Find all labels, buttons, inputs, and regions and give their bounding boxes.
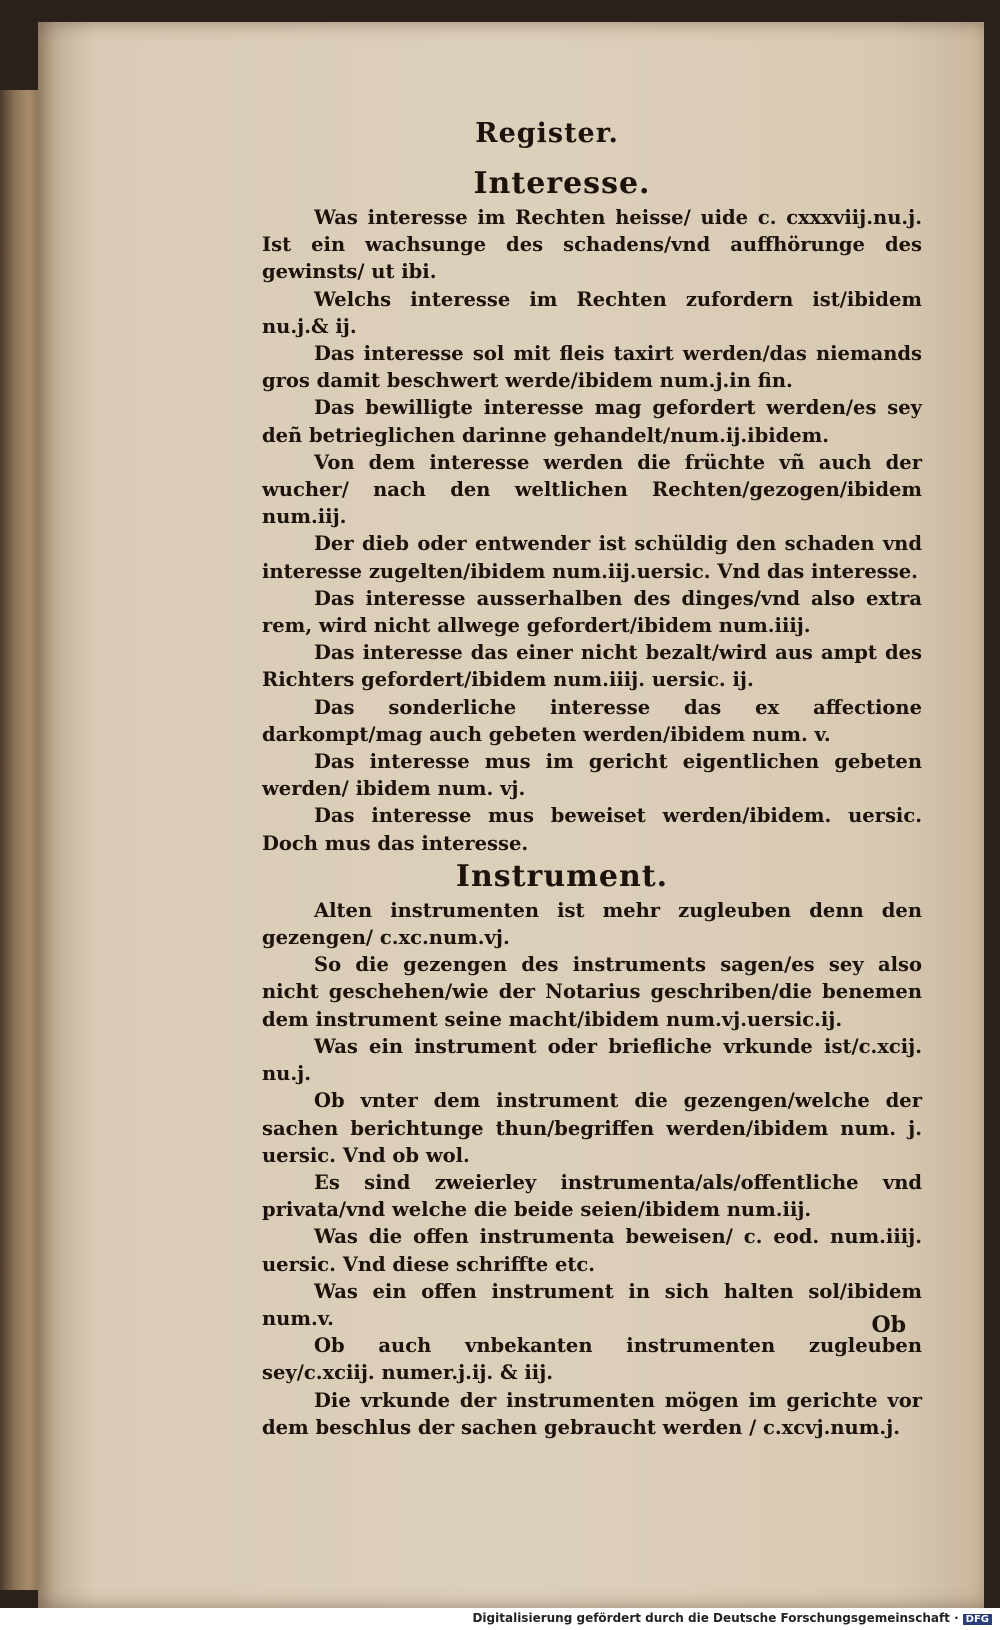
credit-text: Digitalisierung gefördert durch die Deutsche Forschungsgemeinschaft · xyxy=(472,1611,959,1625)
index-entry: Das interesse mus beweiset werden/ibidem. uersic. Doch mus das interesse. xyxy=(262,804,922,855)
index-entry: Das bewilligte interesse mag gefordert werden/es sey deñ betrieglichen darinne gehandelt/num.ij.ibidem. xyxy=(262,396,922,447)
index-entry: Die vrkunde der instrumenten mögen im gerichte vor dem beschlus der sachen gebraucht werden / c.xcvj.num.j. xyxy=(262,1388,922,1439)
index-entry: Das sonderliche interesse das ex affectione darkompt/mag auch gebeten werden/ibidem num. v. xyxy=(262,695,922,746)
section-heading-instrument: Instrument. xyxy=(455,858,669,894)
index-entry: Es sind zweierley instrumenta/als/offentliche vnd privata/vnd welche die beide seien/ibidem num.iij. xyxy=(262,1170,922,1222)
running-head: Register. xyxy=(475,118,619,149)
index-entry: Ob auch vnbekanten instrumenten zugleuben sey/c.xciij. numer.j.ij. & iij. xyxy=(262,1334,922,1385)
catchword: Ob xyxy=(871,1312,906,1338)
index-entry: Der dieb oder entwender ist schüldig den schaden vnd interesse zugelten/ibidem num.iij.uersic. Vnd das interesse. xyxy=(262,532,922,583)
page-text-block xyxy=(262,118,922,1441)
dfg-logo: DFG xyxy=(963,1614,992,1625)
index-entry: Was interesse im Rechten heisse/ uide c. cxxxviij.nu.j. Ist ein wachsunge des schadens/vnd auffhörunge des gewinsts/ ut ibi. xyxy=(262,206,922,284)
index-entry: Was die offen instrumenta beweisen/ c. eod. num.iiij. uersic. Vnd diese schriffte etc. xyxy=(262,1225,922,1276)
index-entry: Von dem interesse werden die früchte vñ auch der wucher/ nach den weltlichen Rechten/gezogen/ibidem num.iij. xyxy=(262,450,922,529)
index-entry: Das interesse sol mit fleis taxirt werden/das niemands gros damit beschwert werde/ibidem num.j.in fin. xyxy=(262,342,922,393)
index-entry: Das interesse mus im gericht eigentlichen gebeten werden/ ibidem num. vj. xyxy=(262,750,922,801)
index-entry: So die gezengen des instruments sagen/es sey also nicht geschehen/wie der Notarius geschriben/die benemen dem instrument seine macht/ibidem num.vj.uersic.ij. xyxy=(262,953,922,1031)
index-entry: Ob vnter dem instrument die gezengen/welche der sachen berichtunge thun/begriffen werden/ibidem num. j. uersic. Vnd ob wol. xyxy=(262,1089,922,1167)
index-entry: Das interesse ausserhalben des dinges/vnd also extra rem, wird nicht allwege gefordert/ibidem num.iiij. xyxy=(262,586,922,638)
section-heading-interesse: Interesse. xyxy=(473,166,651,201)
index-entry: Was ein instrument oder briefliche vrkunde ist/c.xcij. nu.j. xyxy=(262,1034,922,1086)
index-entry: Welchs interesse im Rechten zufordern ist/ibidem nu.j.& ij. xyxy=(262,287,922,338)
index-entry: Alten instrumenten ist mehr zugleuben denn den gezengen/ c.xc.num.vj. xyxy=(262,898,922,950)
digitization-credit xyxy=(472,1611,992,1625)
index-entry: Das interesse das einer nicht bezalt/wird aus ampt des Richters gefordert/ibidem num.iiij. uersic. ij. xyxy=(262,641,922,692)
index-entry: Was ein offen instrument in sich halten sol/ibidem num.v. xyxy=(262,1279,922,1330)
